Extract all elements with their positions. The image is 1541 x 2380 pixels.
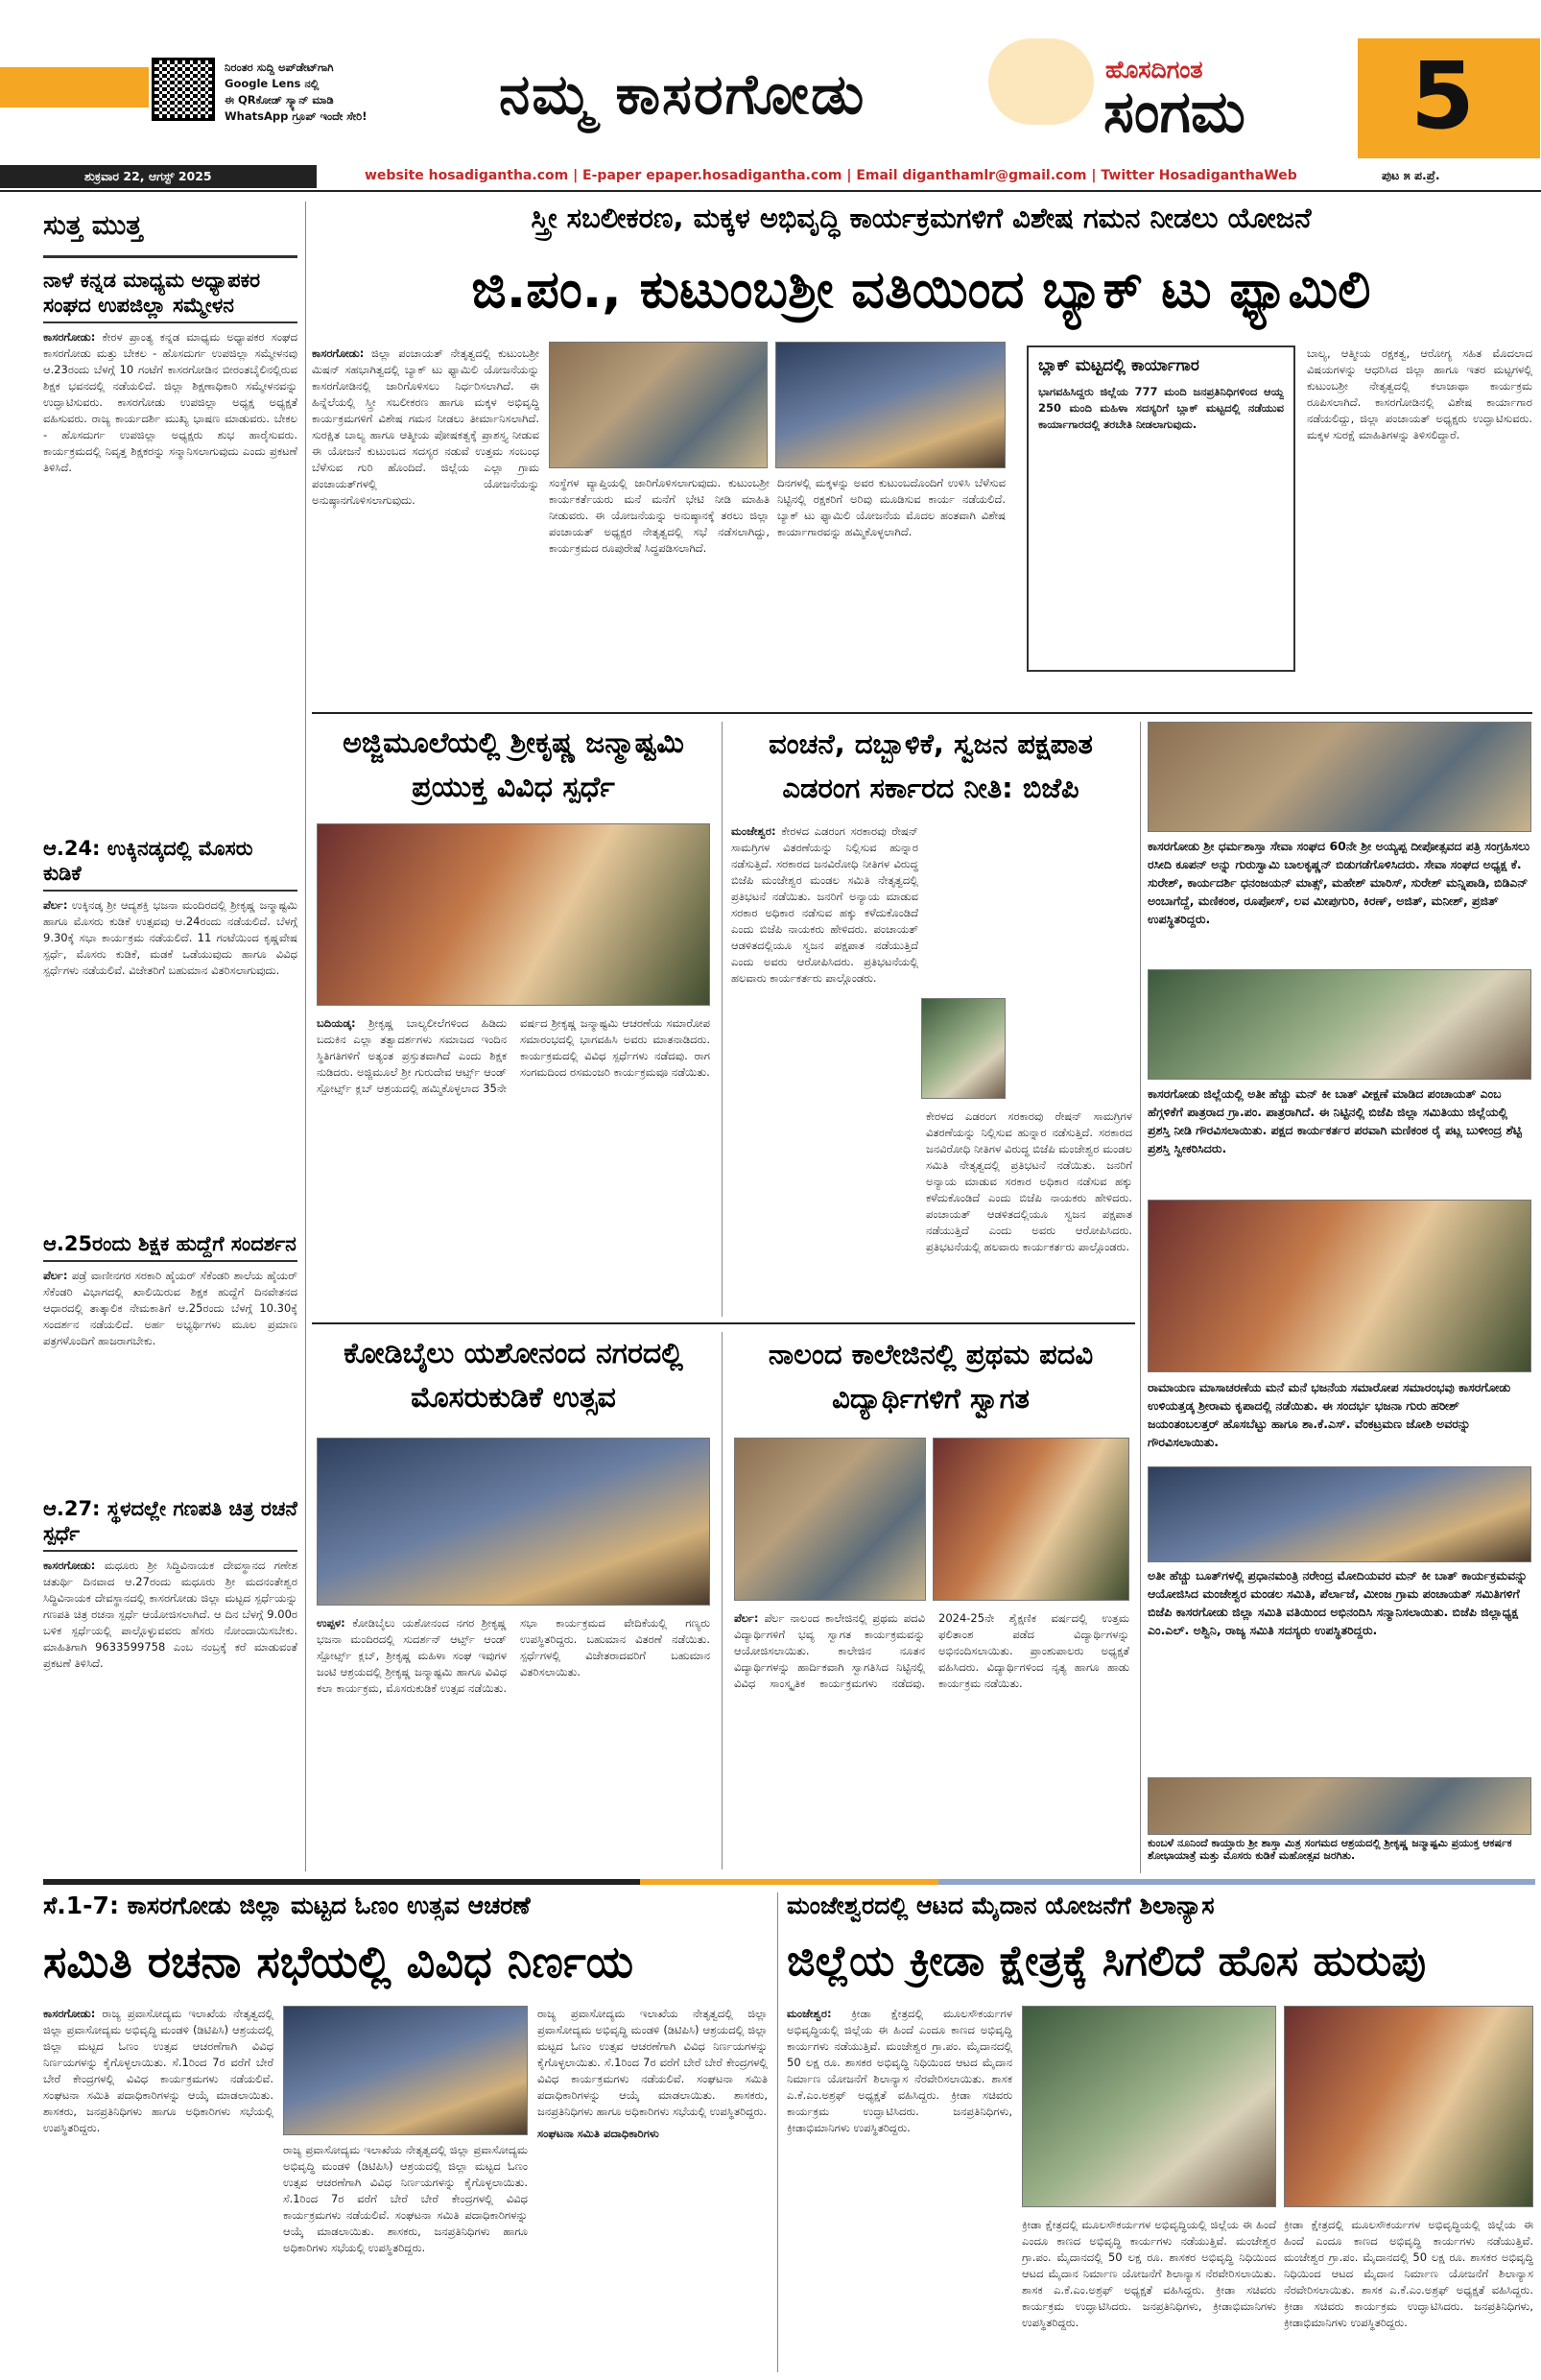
story-headline: ಅಜ್ಜಿಮೂಲೆಯಲ್ಲಿ ಶ್ರೀಕೃಷ್ಣ ಜನ್ಮಾಷ್ಟಮಿ ಪ್ರಯುಕ್ತ ವಿವಿಧ ಸ್ಪರ್ಧೆ (343, 726, 684, 804)
sidebar-item-title: ಆ.24: ಉಕ್ಕಿನಡ್ಕದಲ್ಲಿ ಮೊಸರು ಕುಡಿಕೆ (43, 836, 297, 892)
caption-photo (1148, 969, 1531, 1080)
story-headline: ನಾಲಂದ ಕಾಲೇಜಿನಲ್ಲಿ ಪ್ರಥಮ ಪದವಿ ವಿದ್ಯಾರ್ಥಿಗಳಿಗೆ ಸ್ವಾಗತ (768, 1338, 1094, 1415)
sidebar-item-body (43, 897, 297, 1224)
lead-headline: ಜಿ.ಪಂ., ಕುಟುಂಬಶ್ರೀ ವತಿಯಿಂದ ಬ್ಯಾಕ್ ಟು ಫ್ಯಾಮಿಲಿ (471, 259, 1371, 320)
story-body (734, 1610, 1129, 1869)
bottom-right-col-3: ಕ್ರೀಡಾ ಕ್ಷೇತ್ರದಲ್ಲಿ ಮೂಲಸೌಕರ್ಯಗಳ ಅಭಿವೃದ್ಧಿಯಲ್ಲಿ ಜಿಲ್ಲೆಯ ಈ ಹಿಂದೆ ಎಂದೂ ಕಾಣದ ಅಭಿವೃದ್ಧಿ ಕಾರ್ಯಗಳು ನಡೆಯುತ್ತಿವೆ. ಮಂಜೇಶ್ವರ ಗ್ರಾ.ಪಂ. ಮೈದಾನದಲ್ಲಿ 50 ಲಕ್ಷ ರೂ. ಶಾಸಕರ ಅಭಿವೃದ್ಧಿ ನಿಧಿಯಿಂದ ಆಟದ ಮೈದಾನ ನಿರ್ಮಾಣ ಯೋಜನೆಗೆ ಶಿಲಾನ್ಯಾಸ ನೆರವೇರಿಸಲಾಯಿತು. ಶಾಸಕ ಎ.ಕೆ.ಎಂ.ಅಶ್ರಫ್ ಅಧ್ಯಕ್ಷತೆ ವಹಿಸಿದ್ದರು. ಕ್ರೀಡಾ ಸಚಿವರು ಕಾರ್ಯಕ್ರಮ ಉದ್ಘಾಟಿಸಿದರು. ಜನಪ್ರತಿನಿಧಿಗಳು, ಕ್ರೀಡಾಭಿಮಾನಿಗಳು ಉಪಸ್ಥಿತರಿದ್ದರು. (1284, 2218, 1533, 2329)
brand-logo: ಹೊಸದಿಗಂತ (1105, 56, 1203, 83)
story-text-continued: ರಾಜ್ಯ ಪ್ರವಾಸೋದ್ಯಮ ಇಲಾಖೆಯ ನೇತೃತ್ವದಲ್ಲಿ ಜಿಲ್ಲಾ ಪ್ರವಾಸೋದ್ಯಮ ಅಭಿವೃದ್ಧಿ ಮಂಡಳಿ (ಡಿಟಿಪಿಸಿ) ಆಶ್ರಯದಲ್ಲಿ ಜಿಲ್ಲಾ ಮಟ್ಟದ ಓಣಂ ಉತ್ಸವ ಆಚರಣೆಗಾಗಿ ವಿವಿಧ ನಿರ್ಣಯಗಳನ್ನು ಕೈಗೊಳ್ಳಲಾಯಿತು. ಸೆ.1ರಿಂದ 7ರ ವರೆಗೆ ಬೇರೆ ಬೇರೆ ಕೇಂದ್ರಗಳಲ್ಲಿ ವಿವಿಧ ಕಾರ್ಯಕ್ರಮಗಳು ನಡೆಯಲಿವೆ. ಸಂಘಟನಾ ಸಮಿತಿ ಪದಾಧಿಕಾರಿಗಳನ್ನು ಆಯ್ಕೆ ಮಾಡಲಾಯಿತು. ಶಾಸಕರು, ಜನಪ್ರತಿನಿಧಿಗಳು ಹಾಗೂ ಅಧಿಕಾರಿಗಳು ಸಭೆಯಲ್ಲಿ ಉಪಸ್ಥಿತರಿದ್ದರು. (537, 2007, 768, 2118)
caption-photo (1148, 1200, 1531, 1372)
dateline: ಕಾಸರಗೋಡು: (43, 1559, 96, 1572)
sidebar (43, 202, 297, 1876)
bottom-left-subhead: ಸಂಘಟನಾ ಸಮಿತಿ ಪದಾಧಿಕಾರಿಗಳು (537, 2127, 659, 2140)
story-photo-felicitation (317, 1438, 710, 1606)
sidebar-item-title: ಆ.27: ಸ್ಥಳದಲ್ಲೇ ಗಣಪತಿ ಚಿತ್ರ ರಚನೆ ಸ್ಪರ್ಧೆ (43, 1496, 297, 1552)
story-photo-dance (933, 1438, 1129, 1601)
lead-photo-building (549, 342, 768, 468)
bottom-right-col-1 (787, 2006, 1012, 2370)
page-number-box (1358, 38, 1540, 158)
story-body-continued: ಕೇರಳದ ಎಡರಂಗ ಸರಕಾರವು ರೇಷನ್ ಸಾಮಗ್ರಿಗಳ ವಿತರಣೆಯನ್ನು ನಿಲ್ಲಿಸುವ ಹುನ್ನಾರ ನಡೆಸುತ್ತಿದೆ. ಸರಕಾರದ ಜನವಿರೋಧಿ ನೀತಿಗಳ ವಿರುದ್ಧ ಬಿಜೆಪಿ ಮಂಜೇಶ್ವರ ಮಂಡಲ ಸಮಿತಿ ನೇತೃತ್ವದಲ್ಲಿ ಪ್ರತಿಭಟನೆ ನಡೆಯಿತು. ಜನರಿಗೆ ಅನ್ಯಾಯ ಮಾಡುವ ಸರಕಾರ ಅಧಿಕಾರ ನಡೆಸುವ ಹಕ್ಕು ಕಳೆದುಕೊಂಡಿದೆ ಎಂದು ಬಿಜೆಪಿ ನಾಯಕರು ಹೇಳಿದರು. ಪಂಚಾಯತ್ ಆಡಳಿತದಲ್ಲಿಯೂ ಸ್ವಜನ ಪಕ್ಷಪಾತ ನಡೆಯುತ್ತಿದೆ ಎಂದು ಅವರು ಆರೋಪಿಸಿದರು. ಪ್ರತಿಭಟನೆಯಲ್ಲಿ ಹಲವಾರು ಕಾರ್ಯಕರ್ತರು ಪಾಲ್ಗೊಂಡರು. (926, 1109, 1132, 1253)
masthead-title: ನಮ್ಮ ಕಾಸರಗೋಡು (499, 61, 866, 127)
portrait-photo (921, 998, 1006, 1099)
photo-caption: ಕಾಸರಗೋಡು ಶ್ರೀ ಧರ್ಮಶಾಸ್ತಾ ಸೇವಾ ಸಂಘದ 60ನೇ ಶ್ರೀ ಅಯ್ಯಪ್ಪ ದೀಪೋತ್ಸವದ ಪತ್ರಿ ಸಂಗ್ರಹಿಸಲು ರಸೀದಿ ಕೂಪನ್ ಅನ್ನು ಗುರುಸ್ವಾಮಿ ಬಾಲಕೃಷ್ಣನ್ ಬಿಡುಗಡೆಗೊಳಿಸಿದರು. ಸೇವಾ ಸಂಘದ ಅಧ್ಯಕ್ಷ ಕೆ. ಸುರೇಶ್, ಕಾರ್ಯದರ್ಶಿ ಧನಂಜಯನ್ ಮಾತ್ಸ್, ಮಹೇಶ್ ಮಾರಿಸ್, ಸುರೇಶ್ ಮನ್ನಿಪಾಡಿ, ಬಿಡಿಎನ್ ಅಂಬಾಗೆದ್ದೆ, ಮಣಿಕಂಠ, ರೂಪೋಸ್, ಲವ ಮೀಪುಗುರಿ, ಕಿರಣ್, ಅಜಿತ್, ಮನೀಶ್, ಪ್ರಜಿತ್ ಉಪಸ್ಥಿತರಿದ್ದರು. (1148, 839, 1530, 926)
lead-col-4: ಬಾಲ್ಯ, ಆತ್ಮೀಯ ರಕ್ಷಕತ್ವ, ಆರೋಗ್ಯ ಸಹಿತ ಮೊದಲಾದ ವಿಷಯಗಳನ್ನು ಆಧರಿಸಿದ ಜಿಲ್ಲಾ ಹಾಗೂ ಇತರ ಮಟ್ಟಗಳಲ್ಲಿ ಕುಟುಂಬಶ್ರೀ ನೇತೃತ್ವದಲ್ಲಿ ಕಲಾಜಾಥಾ ಕಾರ್ಯಕ್ರಮ ರೂಪಿಸಲಾಗಿದೆ. ಕಾಸರಗೋಡಿನಲ್ಲಿ ವಿಶೇಷ ಕಾರ್ಯಾಗಾರ ನಡೆಯಲಿದ್ದು, ಜಿಲ್ಲಾ ಪಂಚಾಯತ್ ಅಧ್ಯಕ್ಷರು ಉದ್ಘಾಟಿಸುವರು. ಮಕ್ಕಳ ಸುರಕ್ಷೆ ಮಾಹಿತಿಗಳನ್ನು ತಿಳಿಸಲಿದ್ದಾರೆ. (1307, 346, 1532, 441)
bottom-left-col-1 (43, 2006, 273, 2370)
groundbreaking-photo (1022, 2006, 1276, 2207)
sidebar-item-body (43, 1558, 297, 1845)
sidebar-item-body (43, 329, 297, 828)
story-body (317, 1615, 710, 1869)
bottom-left-col-3 (537, 2006, 768, 2370)
qr-promo-text: ನಿರಂತರ ಸುದ್ದಿ ಅಪ್‌ಡೇಟ್‌ಗಾಗಿ Google Lens ನಲ್ಲಿ ಈ QRಕೋಡ್ ಸ್ಕ್ಯಾನ್ ಮಾಡಿ WhatsApp ಗ್ರೂಪ್ ಇಂದೇ ಸೇರಿ! (225, 60, 367, 123)
masthead-links[interactable]: website hosadigantha.com | E-paper epaper.hosadigantha.com | Email diganthamlr@gmail.com | Twitter HosadiganthaWeb (365, 168, 1297, 183)
story-headline: ವಂಚನೆ, ದಬ್ಬಾಳಿಕೆ, ಸ್ವಜನ ಪಕ್ಷಪಾತ ಎಡರಂಗ ಸರ್ಕಾರದ ನೀತಿ: ಬಿಜೆಪಿ (769, 727, 1093, 804)
story-text: ಪೆರ್ಲ ನಾಲಂದ ಕಾಲೇಜಿನಲ್ಲಿ ಪ್ರಥಮ ಪದವಿ ವಿದ್ಯಾರ್ಥಿಗಳಿಗೆ ಭವ್ಯ ಸ್ವಾಗತ ಕಾರ್ಯಕ್ರಮವನ್ನು ಆಯೋಜಿಸಲಾಯಿತು. ಕಾಲೇಜಿನ ನೂತನ ವಿದ್ಯಾರ್ಥಿಗಳನ್ನು ಹಾರ್ದಿಕವಾಗಿ ಸ್ವಾಗತಿಸಿದ ನಿಟ್ಟಿನಲ್ಲಿ ವಿವಿಧ ಸಾಂಸ್ಕೃತಿಕ ಕಾರ್ಯಕ್ರಮಗಳು ನಡೆದವು. 2024-25ನೇ ಶೈಕ್ಷಣಿಕ ವರ್ಷದಲ್ಲಿ ಉತ್ತಮ ಫಲಿತಾಂಶ ಪಡೆದ ವಿದ್ಯಾರ್ಥಿಗಳನ್ನು ಅಭಿನಂದಿಸಲಾಯಿತು. ಪ್ರಾಂಶುಪಾಲರು ಅಧ್ಯಕ್ಷತೆ ವಹಿಸಿದರು. ವಿದ್ಯಾರ್ಥಿಗಳಿಂದ ನೃತ್ಯ ಹಾಗೂ ಹಾಡು ಕಾರ್ಯಕ್ರಮ ನಡೆಯಿತು. (734, 1611, 1129, 1690)
story-headline: ಕೋಡಿಬೈಲು ಯಶೋನಂದ ನಗರದಲ್ಲಿ ಮೊಸರುಕುಡಿಕೆ ಉತ್ಸವ (344, 1337, 683, 1415)
bottom-right-col-2: ಕ್ರೀಡಾ ಕ್ಷೇತ್ರದಲ್ಲಿ ಮೂಲಸೌಕರ್ಯಗಳ ಅಭಿವೃದ್ಧಿಯಲ್ಲಿ ಜಿಲ್ಲೆಯ ಈ ಹಿಂದೆ ಎಂದೂ ಕಾಣದ ಅಭಿವೃದ್ಧಿ ಕಾರ್ಯಗಳು ನಡೆಯುತ್ತಿವೆ. ಮಂಜೇಶ್ವರ ಗ್ರಾ.ಪಂ. ಮೈದಾನದಲ್ಲಿ 50 ಲಕ್ಷ ರೂ. ಶಾಸಕರ ಅಭಿವೃದ್ಧಿ ನಿಧಿಯಿಂದ ಆಟದ ಮೈದಾನ ನಿರ್ಮಾಣ ಯೋಜನೆಗೆ ಶಿಲಾನ್ಯಾಸ ನೆರವೇರಿಸಲಾಯಿತು. ಶಾಸಕ ಎ.ಕೆ.ಎಂ.ಅಶ್ರಫ್ ಅಧ್ಯಕ್ಷತೆ ವಹಿಸಿದ್ದರು. ಕ್ರೀಡಾ ಸಚಿವರು ಕಾರ್ಯಕ್ರಮ ಉದ್ಘಾಟಿಸಿದರು. ಜನಪ್ರತಿನಿಧಿಗಳು, ಕ್ರೀಡಾಭಿಮಾನಿಗಳು ಉಪಸ್ಥಿತರಿದ್ದರು. (1022, 2218, 1276, 2329)
masthead (0, 0, 1541, 183)
story-text: ಕೋಡಿಬೈಲು ಯಶೋನಂದ ನಗರ ಶ್ರೀಕೃಷ್ಣ ಭಜನಾ ಮಂದಿರದಲ್ಲಿ ಸುದರ್ಶನ್ ಆರ್ಟ್ಸ್ ಆಂಡ್ ಸ್ಪೋರ್ಟ್ಸ್ ಕ್ಲಬ್, ಶ್ರೀಕೃಷ್ಣ ಮಹಿಳಾ ಸಂಘ ಇವುಗಳ ಜಂಟಿ ಆಶ್ರಯದಲ್ಲಿ ಶ್ರೀಕೃಷ್ಣ ಜನ್ಮಾಷ್ಟಮಿ ಹಾಗೂ ವಿವಿಧ ಕಲಾ ಕಾರ್ಯಕ್ರಮ, ಮೊಸರುಕುಡಿಕೆ ಉತ್ಸವ ನಡೆಯಿತು. ಸಭಾ ಕಾರ್ಯಕ್ರಮದ ವೇದಿಕೆಯಲ್ಲಿ ಗಣ್ಯರು ಉಪಸ್ಥಿತರಿದ್ದರು. ಬಹುಮಾನ ವಿತರಣೆ ನಡೆಯಿತು. ಸ್ಪರ್ಧೆಗಳಲ್ಲಿ ವಿಜೇತರಾದವರಿಗೆ ಬಹುಮಾನ ವಿತರಿಸಲಾಯಿತು. (317, 1616, 710, 1695)
dateline: ಕಾಸರಗೋಡು: (43, 2007, 96, 2020)
brand-sub: ಸಂಗಮ (1103, 79, 1245, 146)
column-divider (722, 722, 723, 1317)
page-info: ಪುಟ ೫ ಪ.ಪ್ರೆ. (1382, 168, 1440, 182)
lead-photo-meeting (775, 342, 1006, 468)
story-body (317, 1015, 710, 1308)
lead-col-2: ಸಂಸ್ಥೆಗಳ ವ್ಯಾಪ್ತಿಯಲ್ಲಿ ಜಾರಿಗೊಳಿಸಲಾಗುವುದು. ಕುಟುಂಬಶ್ರೀ ಕಾರ್ಯಕರ್ತೆಯರು ಮನೆ ಮನೆಗೆ ಭೇಟಿ ನೀಡಿ ಮಾಹಿತಿ ನೀಡುವರು. ಈ ಯೋಜನೆಯನ್ನು ಅನುಷ್ಠಾನಕ್ಕೆ ತರಲು ಜಿಲ್ಲಾ ಪಂಚಾಯತ್ ಅಧ್ಯಕ್ಷರ ನೇತೃತ್ವದಲ್ಲಿ ಸಭೆ ನಡೆಸಲಾಗಿದ್ದು, ಕಾರ್ಯಕ್ರಮದ ರೂಪುರೇಷೆ ಸಿದ್ಧಪಡಿಸಲಾಗಿದೆ. (549, 476, 770, 555)
sidebar-item-text: ಮಧೂರು ಶ್ರೀ ಸಿದ್ಧಿವಿನಾಯಕ ದೇವಸ್ಥಾನದ ಗಣೇಶ ಚತುರ್ಥಿ ದಿನವಾದ ಆ.27ರಂದು ಮಧೂರು ಶ್ರೀ ಮದನಂತೇಶ್ವರ ಸಿದ್ಧಿವಿನಾಯಕ ದೇವಸ್ಥಾನದಲ್ಲಿ ಕಾಸರಗೋಡು ಜಿಲ್ಲಾ ಮಟ್ಟದ ಸ್ಪರ್ಧೆಯನ್ನು ಗಣಪತಿ ಚಿತ್ರ ರಚನಾ ಸ್ಪರ್ಧೆ ಆಯೋಜಿಸಲಾಗಿದೆ. ಆ ದಿನ ಬೆಳಗ್ಗೆ 9.00ರ ಬಳಿಕ ಸ್ಪರ್ಧೆಯಲ್ಲಿ ಪಾಲ್ಗೊಳ್ಳುವವರು ಹೆಸರು ನೋಂದಾಯಿಸಬೇಕು. ಮಾಹಿತಿಗಾಗಿ 9633599758 ಎಂಬ ನಂಬ್ರಕ್ಕೆ ಕರೆ ಮಾಡುವಂತೆ ಪ್ರಕಟಣೆ ತಿಳಿಸಿದೆ. (43, 1559, 297, 1670)
lead-kicker: ಸ್ತ್ರೀ ಸಬಲೀಕರಣ, ಮಕ್ಕಳ ಅಭಿವೃದ್ಧಿ ಕಾರ್ಯಕ್ರಮಗಳಿಗೆ ವಿಶೇಷ ಗಮನ ನೀಡಲು ಯೋಜನೆ (531, 202, 1312, 234)
sidebar-item (43, 836, 297, 1224)
lead-col-3: ದಿನಗಳಲ್ಲಿ ಮಕ್ಕಳನ್ನು ಅವರ ಕುಟುಂಬದೊಂದಿಗೆ ಉಳಿಸಿ ಬೆಳೆಸುವ ನಿಟ್ಟಿನಲ್ಲಿ ರಕ್ಷಕರಿಗೆ ಅರಿವು ಮೂಡಿಸುವ ಕಾರ್ಯ ನಡೆಯಲಿದೆ. ಬ್ಯಾಕ್ ಟು ಫ್ಯಾಮಿಲಿ ಯೋಜನೆಯ ಮೊದಲ ಹಂತವಾಗಿ ವಿಶೇಷ ಕಾರ್ಯಾಗಾರವನ್ನು ಹಮ್ಮಿಕೊಳ್ಳಲಾಗಿದೆ. (777, 476, 1006, 538)
story-text: ಕ್ರೀಡಾ ಕ್ಷೇತ್ರದಲ್ಲಿ ಮೂಲಸೌಕರ್ಯಗಳ ಅಭಿವೃದ್ಧಿಯಲ್ಲಿ ಜಿಲ್ಲೆಯ ಈ ಹಿಂದೆ ಎಂದೂ ಕಾಣದ ಅಭಿವೃದ್ಧಿ ಕಾರ್ಯಗಳು ನಡೆಯುತ್ತಿವೆ. ಮಂಜೇಶ್ವರ ಗ್ರಾ.ಪಂ. ಮೈದಾನದಲ್ಲಿ 50 ಲಕ್ಷ ರೂ. ಶಾಸಕರ ಅಭಿವೃದ್ಧಿ ನಿಧಿಯಿಂದ ಆಟದ ಮೈದಾನ ನಿರ್ಮಾಣ ಯೋಜನೆಗೆ ಶಿಲಾನ್ಯಾಸ ನೆರವೇರಿಸಲಾಯಿತು. ಶಾಸಕ ಎ.ಕೆ.ಎಂ.ಅಶ್ರಫ್ ಅಧ್ಯಕ್ಷತೆ ವಹಿಸಿದ್ದರು. ಕ್ರೀಡಾ ಸಚಿವರು ಕಾರ್ಯಕ್ರಮ ಉದ್ಘಾಟಿಸಿದರು. ಜನಪ್ರತಿನಿಧಿಗಳು, ಕ್ರೀಡಾಭಿಮಾನಿಗಳು ಉಪಸ್ಥಿತರಿದ್ದರು. (787, 2007, 1012, 2134)
story-photo-college (734, 1438, 926, 1601)
sidebar-divider (305, 202, 306, 1871)
bottom-right-headline: ಜಿಲ್ಲೆಯ ಕ್ರೀಡಾ ಕ್ಷೇತ್ರಕ್ಕೆ ಸಿಗಲಿದೆ ಹೊಸ ಹುರುಪು (787, 1937, 1427, 1986)
meeting-photo (283, 2006, 528, 2135)
dateline: ಮಂಜೇಶ್ವರ: (787, 2007, 832, 2020)
sidebar-item-text: ಉಕ್ಕಿನಡ್ಕ ಶ್ರೀ ಆದ್ಯಶಕ್ತಿ ಭಜನಾ ಮಂದಿರದಲ್ಲಿ ಶ್ರೀಕೃಷ್ಣ ಜನ್ಮಾಷ್ಟಮಿ ಹಾಗೂ ಮೊಸರು ಕುಡಿಕೆ ಉತ್ಸವವು ಆ.24ರಂದು ನಡೆಯಲಿದೆ. ಬೆಳಗ್ಗೆ 9.30ಕ್ಕೆ ಸಭಾ ಕಾರ್ಯಕ್ರಮ ನಡೆಯಲಿದೆ. 11 ಗಂಟೆಯಿಂದ ಕೃಷ್ಣವೇಷ ಸ್ಪರ್ಧೆ, ಮೊಸರು ಕುಡಿಕೆ, ಮಡಕೆ ಒಡೆಯುವುದು ಹಾಗೂ ವಿವಿಧ ಸ್ಪರ್ಧೆಗಳು ನಡೆಯಲಿವೆ. ವಿಜೇತರಿಗೆ ಬಹುಮಾನ ವಿತರಿಸಲಾಗುವುದು. (43, 898, 297, 977)
sidebar-section-title: ಸುತ್ತ ಮುತ್ತ (43, 202, 297, 258)
lead-text: ಜಿಲ್ಲಾ ಪಂಚಾಯತ್ ನೇತೃತ್ವದಲ್ಲಿ ಕುಟುಂಬಶ್ರೀ ಮಿಷನ್ ಸಹಭಾಗಿತ್ವದಲ್ಲಿ ಬ್ಯಾಕ್ ಟು ಫ್ಯಾಮಿಲಿ ಯೋಜನೆಯನ್ನು ಕಾಸರಗೋಡಿನಲ್ಲಿ ಜಾರಿಗೊಳಿಸಲು ನಿರ್ಧರಿಸಲಾಗಿದೆ. ಈ ಹಿನ್ನೆಲೆಯಲ್ಲಿ ಸ್ತ್ರೀ ಸಬಲೀಕರಣ ಹಾಗೂ ಮಕ್ಕಳ ಅಭಿವೃದ್ಧಿ ಕಾರ್ಯಕ್ರಮಗಳಿಗೆ ವಿಶೇಷ ಗಮನ ನೀಡಲು ತೀರ್ಮಾನಿಸಲಾಗಿದೆ. ಸುರಕ್ಷಿತ ಬಾಲ್ಯ ಹಾಗೂ ಆತ್ಮೀಯ ಪೋಷಕತ್ವಕ್ಕೆ ಪ್ರಾಶಸ್ತ್ಯ ನೀಡುವ ಈ ಯೋಜನೆ ಕುಟುಂಬದ ಸದಸ್ಯರ ನಡುವೆ ಉತ್ತಮ ಸಂಬಂಧ ಬೆಳೆಸುವ ಗುರಿ ಹೊಂದಿದೆ. ಜಿಲ್ಲೆಯ ಎಲ್ಲಾ ಗ್ರಾಮ ಪಂಚಾಯತ್‌ಗಳಲ್ಲಿ ಯೋಜನೆಯನ್ನು ಅನುಷ್ಠಾನಗೊಳಿಸಲಾಗುವುದು. (312, 346, 539, 507)
sidebar-item-text: ಪಡ್ರೆ ವಾಣೀನಗರ ಸರಕಾರಿ ಹೈಯರ್ ಸೆಕೆಂಡರಿ ಶಾಲೆಯ ಹೈಯರ್ ಸೆಕೆಂಡರಿ ವಿಭಾಗದಲ್ಲಿ ಖಾಲಿಯಿರುವ ಶಿಕ್ಷಕ ಹುದ್ದೆಗೆ ದಿನವೇತನದ ಆಧಾರದಲ್ಲಿ ತಾತ್ಕಾಲಿಕ ನೇಮಕಾತಿಗೆ ಆ.25ರಂದು ಬೆಳಗ್ಗೆ 10.30ಕ್ಕೆ ಸಂದರ್ಶನ ನಡೆಯಲಿದೆ. ಅರ್ಹ ಅಭ್ಯರ್ಥಿಗಳು ಮೂಲ ಪ್ರಮಾಣ ಪತ್ರಗಳೊಂದಿಗೆ ಹಾಜರಾಗಬೇಕು. (43, 1269, 297, 1347)
sidebar-item (43, 1231, 297, 1488)
story-body (731, 823, 918, 1308)
sidebar-item (43, 268, 297, 828)
sidebar-item-body (43, 1268, 297, 1488)
caption-photo (1148, 722, 1531, 832)
column-divider (722, 1332, 723, 1869)
photo-caption: ಅತೀ ಹೆಚ್ಚು ಬೂತ್‌ಗಳಲ್ಲಿ ಪ್ರಧಾನಮಂತ್ರಿ ನರೇಂದ್ರ ಮೋದಿಯವರ ಮನ್ ಕೀ ಬಾತ್ ಕಾರ್ಯಕ್ರಮವನ್ನು ಆಯೋಜಿಸಿದ ಮಂಜೇಶ್ವರ ಮಂಡಲ ಸಮಿತಿ, ಪೆರ್ಲಾಜೆ, ಮೀಂಜ ಗ್ರಾಮ ಪಂಚಾಯತ್ ಸಮಿತಿಗಳಿಗೆ ಬಿಜೆಪಿ ಕಾಸರಗೋಡು ಜಿಲ್ಲಾ ಸಮಿತಿ ವತಿಯಿಂದ ಅಭಿನಂದಿಸಿ ಸನ್ಮಾನಿಸಲಾಯಿತು. ಬಿಜೆಪಿ ಜಿಲ್ಲಾಧ್ಯಕ್ಷ ಎಂ.ಎಲ್. ಅಶ್ವಿನಿ, ರಾಜ್ಯ ಸಮಿತಿ ಸದಸ್ಯರು ಉಪಸ್ಥಿತರಿದ್ದರು. (1148, 1568, 1528, 1637)
photo-caption: ಕಾಸರಗೋಡು ಜಿಲ್ಲೆಯಲ್ಲಿ ಅತೀ ಹೆಚ್ಚು ಮನ್ ಕೀ ಬಾತ್ ವೀಕ್ಷಣೆ ಮಾಡಿದ ಪಂಚಾಯತ್ ಎಂಬ ಹೆಗ್ಗಳಿಕೆಗೆ ಪಾತ್ರರಾದ ಗ್ರಾ.ಪಂ. ಪಾತ್ರರಾಗಿದೆ. ಈ ನಿಟ್ಟಿನಲ್ಲಿ ಬಿಜೆಪಿ ಜಿಲ್ಲಾ ಸಮಿತಿಯು ಜಿಲ್ಲೆಯಲ್ಲಿ ಪ್ರಶಸ್ತಿ ನೀಡಿ ಗೌರವಿಸಲಾಯಿತು. ಪಕ್ಷದ ಕಾರ್ಯಕರ್ತರ ಪರವಾಗಿ ಮಣಿಕಂಠ ರೈ ಪಟ್ಲ ಬುಳೀಂದ್ರ ಶೆಟ್ಟಿ ಪ್ರಶಸ್ತಿ ಸ್ವೀಕರಿಸಿದರು. (1148, 1086, 1522, 1155)
story-text: ಕೇರಳದ ಎಡರಂಗ ಸರಕಾರವು ರೇಷನ್ ಸಾಮಗ್ರಿಗಳ ವಿತರಣೆಯನ್ನು ನಿಲ್ಲಿಸುವ ಹುನ್ನಾರ ನಡೆಸುತ್ತಿದೆ. ಸರಕಾರದ ಜನವಿರೋಧಿ ನೀತಿಗಳ ವಿರುದ್ಧ ಬಿಜೆಪಿ ಮಂಜೇಶ್ವರ ಮಂಡಲ ಸಮಿತಿ ನೇತೃತ್ವದಲ್ಲಿ ಪ್ರತಿಭಟನೆ ನಡೆಯಿತು. ಜನರಿಗೆ ಅನ್ಯಾಯ ಮಾಡುವ ಸರಕಾರ ಅಧಿಕಾರ ನಡೆಸುವ ಹಕ್ಕು ಕಳೆದುಕೊಂಡಿದೆ ಎಂದು ಬಿಜೆಪಿ ನಾಯಕರು ಹೇಳಿದರು. ಪಂಚಾಯತ್ ಆಡಳಿತದಲ್ಲಿಯೂ ಸ್ವಜನ ಪಕ್ಷಪಾತ ನಡೆಯುತ್ತಿದೆ ಎಂದು ಅವರು ಆರೋಪಿಸಿದರು. ಪ್ರತಿಭಟನೆಯಲ್ಲಿ ಹಲವಾರು ಕಾರ್ಯಕರ್ತರು ಪಾಲ್ಗೊಂಡರು. (731, 824, 918, 985)
dateline: ಕಾಸರಗೋಡು: (312, 346, 365, 360)
bottom-left-col-2: ರಾಜ್ಯ ಪ್ರವಾಸೋದ್ಯಮ ಇಲಾಖೆಯ ನೇತೃತ್ವದಲ್ಲಿ ಜಿಲ್ಲಾ ಪ್ರವಾಸೋದ್ಯಮ ಅಭಿವೃದ್ಧಿ ಮಂಡಳಿ (ಡಿಟಿಪಿಸಿ) ಆಶ್ರಯದಲ್ಲಿ ಜಿಲ್ಲಾ ಮಟ್ಟದ ಓಣಂ ಉತ್ಸವ ಆಚರಣೆಗಾಗಿ ವಿವಿಧ ನಿರ್ಣಯಗಳನ್ನು ಕೈಗೊಳ್ಳಲಾಯಿತು. ಸೆ.1ರಿಂದ 7ರ ವರೆಗೆ ಬೇರೆ ಬೇರೆ ಕೇಂದ್ರಗಳಲ್ಲಿ ವಿವಿಧ ಕಾರ್ಯಕ್ರಮಗಳು ನಡೆಯಲಿವೆ. ಸಂಘಟನಾ ಸಮಿತಿ ಪದಾಧಿಕಾರಿಗಳನ್ನು ಆಯ್ಕೆ ಮಾಡಲಾಯಿತು. ಶಾಸಕರು, ಜನಪ್ರತಿನಿಧಿಗಳು ಹಾಗೂ ಅಧಿಕಾರಿಗಳು ಸಭೆಯಲ್ಲಿ ಉಪಸ್ಥಿತರಿದ್ದರು. (283, 2143, 528, 2254)
dateline: ಪೆರ್ಲ: (734, 1611, 759, 1625)
masthead-rule (0, 190, 1541, 192)
lead-col-1 (312, 345, 539, 696)
story-photo-stage (317, 823, 710, 1006)
story-text: ಶ್ರೀಕೃಷ್ಣ ಬಾಲ್ಯಲೀಲೆಗಳಿಂದ ಹಿಡಿದು ಬದುಕಿನ ಎಲ್ಲಾ ತತ್ವಾದರ್ಶಗಳು ಸಮಾಜದ ಇಂದಿನ ಸ್ಥಿತಿಗತಿಗಳಿಗೆ ಅತ್ಯಂತ ಪ್ರಸ್ತುತವಾಗಿದೆ ಎಂದು ಶಿಕ್ಷಕ ನುಡಿದರು. ಅಜ್ಜಿಮೂಲೆ ಶ್ರೀ ಗುರುದೇವ ಆರ್ಟ್ಸ್ ಆಂಡ್ ಸ್ಪೋರ್ಟ್ಸ್ ಕ್ಲಬ್ ಆಶ್ರಯದಲ್ಲಿ ಹಮ್ಮಿಕೊಳ್ಳಲಾದ 35ನೇ ವರ್ಷದ ಶ್ರೀಕೃಷ್ಣ ಜನ್ಮಾಷ್ಟಮಿ ಆಚರಣೆಯ ಸಮಾರೋಪ ಸಮಾರಂಭದಲ್ಲಿ ಭಾಗವಹಿಸಿ ಅವರು ಮಾತನಾಡಿದರು. ಕಾರ್ಯಕ್ರಮದಲ್ಲಿ ವಿವಿಧ ಸ್ಪರ್ಧೆಗಳು ನಡೆದವು. ರಾಗ ಸಂಗಮದಿಂದ ರಸಮಂಜರಿ ಕಾರ್ಯಕ್ರಮವೂ ನಡೆಯಿತು. (317, 1016, 710, 1095)
dateline: ಕಾಸರಗೋಡು: (43, 330, 96, 344)
sidebar-item-text: ಕೇರಳ ಪ್ರಾಂತ್ಯ ಕನ್ನಡ ಮಾಧ್ಯಮ ಅಧ್ಯಾಪಕರ ಸಂಘದ ಕಾಸರಗೋಡು ಮತ್ತು ಬೇಕಲ - ಹೊಸದುರ್ಗ ಉಪಜಿಲ್ಲಾ ಸಮ್ಮೇಳನವು ಆ.23ರಂದು ಬೆಳಗ್ಗೆ 10 ಗಂಟೆಗೆ ಕಾಸರಗೋಡಿನ ಬೀರಂತಬೈಲಿನಲ್ಲಿರುವ ಶಿಕ್ಷಕ ಭವನದಲ್ಲಿ ನಡೆಯಲಿದೆ. ಜಿಲ್ಲಾ ಶಿಕ್ಷಣಾಧಿಕಾರಿ ಸಮ್ಮೇಳನವನ್ನು ಉದ್ಘಾಟಿಸುವರು. ಕಾಸರಗೋಡು ಉಪಜಿಲ್ಲಾ ಅಧ್ಯಕ್ಷ ಅಧ್ಯಕ್ಷತೆ ವಹಿಸುವರು. ರಾಜ್ಯ ಕಾರ್ಯದರ್ಶಿ ಮುಖ್ಯ ಭಾಷಣ ಮಾಡುವರು. ಬೇಕಲ - ಹೊಸದುರ್ಗ ಉಪಜಿಲ್ಲಾ ಅಧ್ಯಕ್ಷರು ಶುಭ ಹಾರೈಸುವರು. ಕಾರ್ಯಕ್ರಮದಲ್ಲಿ ನಿವೃತ್ತ ಶಿಕ್ಷಕರನ್ನು ಸನ್ಮಾನಿಸಲಾಗುವುದು ಎಂದು ಪ್ರಕಟಣೆ ತಿಳಿಸಿದೆ. (43, 330, 297, 474)
bottom-left-kicker: ಸೆ.1-7: ಕಾಸರಗೋಡು ಜಿಲ್ಲಾ ಮಟ್ಟದ ಓಣಂ ಉತ್ಸವ ಆಚರಣೆ (43, 1892, 531, 1919)
boxed-text: ಭಾಗವಹಿಸಿದ್ದರು ಜಿಲ್ಲೆಯ 777 ಮಂದಿ ಜನಪ್ರತಿನಿಧಿಗಳಿಂದ ಆಯ್ದ 250 ಮಂದಿ ಮಹಿಳಾ ಸದಸ್ಯರಿಗೆ ಬ್ಲಾಕ್ ಮಟ್ಟದಲ್ಲಿ ನಡೆಯುವ ಕಾರ್ಯಾಗಾರದಲ್ಲಿ ತರಬೇತಿ ನೀಡಲಾಗುವುದು. (1038, 385, 1284, 431)
lead-bottom-rule (312, 712, 1532, 714)
dateline: ಪೆರ್ಲ: (43, 898, 68, 912)
column-divider (1140, 722, 1141, 1873)
date-bar (0, 165, 317, 188)
row-rule (312, 1322, 1135, 1324)
caption-photo (1148, 1777, 1531, 1835)
boxed-title: ಬ್ಲಾಕ್ ಮಟ್ಟದಲ್ಲಿ ಕಾರ್ಯಾಗಾರ (1038, 356, 1199, 375)
dateline: ಉಪ್ಪಳ: (317, 1616, 345, 1630)
groundbreaking-photo-2 (1284, 2006, 1533, 2207)
dateline: ಬದಿಯಡ್ಕ: (317, 1016, 356, 1030)
page-number: 5 (1411, 42, 1475, 150)
sidebar-item-title: ನಾಳೆ ಕನ್ನಡ ಮಾಧ್ಯಮ ಅಧ್ಯಾಪಕರ ಸಂಘದ ಉಪಜಿಲ್ಲಾ ಸಮ್ಮೇಳನ (43, 268, 297, 323)
issue-date: ಶುಕ್ರವಾರ 22, ಆಗಸ್ಟ್ 2025 (84, 169, 212, 183)
lead-boxed-panel (1027, 345, 1295, 672)
dateline: ಪೆರ್ಲ: (43, 1269, 68, 1282)
bottom-left-headline: ಸಮಿತಿ ರಚನಾ ಸಭೆಯಲ್ಲಿ ವಿವಿಧ ನಿರ್ಣಯ (43, 1936, 634, 1987)
caption-photo (1148, 1466, 1531, 1562)
accent-bar-left (0, 67, 149, 107)
sidebar-item (43, 1496, 297, 1845)
dateline: ಮಂಜೇಶ್ವರ: (731, 824, 776, 838)
bottom-divider (777, 1892, 778, 2372)
photo-caption: ಕುಂಬಳೆ ನೂನಿಂದೆ ಕಾಯ್ತಾರು ಶ್ರೀ ಶಾಸ್ತಾ ಮಿತ್ರ ಸಂಗಮದ ಆಶ್ರಯದಲ್ಲಿ ಶ್ರೀಕೃಷ್ಣ ಜನ್ಮಾಷ್ಟಮಿ ಪ್ರಯುಕ್ತ ಆಕರ್ಷಕ ಶೋಭಾಯಾತ್ರೆ ಮತ್ತು ಮೊಸರು ಕುಡಿಕೆ ಮಹೋತ್ಸವ ಜರಗಿತು. (1148, 1837, 1512, 1862)
bottom-right-kicker: ಮಂಜೇಶ್ವರದಲ್ಲಿ ಆಟದ ಮೈದಾನ ಯೋಜನೆಗೆ ಶಿಲಾನ್ಯಾಸ (787, 1892, 1215, 1919)
story-text: ರಾಜ್ಯ ಪ್ರವಾಸೋದ್ಯಮ ಇಲಾಖೆಯ ನೇತೃತ್ವದಲ್ಲಿ ಜಿಲ್ಲಾ ಪ್ರವಾಸೋದ್ಯಮ ಅಭಿವೃದ್ಧಿ ಮಂಡಳಿ (ಡಿಟಿಪಿಸಿ) ಆಶ್ರಯದಲ್ಲಿ ಜಿಲ್ಲಾ ಮಟ್ಟದ ಓಣಂ ಉತ್ಸವ ಆಚರಣೆಗಾಗಿ ವಿವಿಧ ನಿರ್ಣಯಗಳನ್ನು ಕೈಗೊಳ್ಳಲಾಯಿತು. ಸೆ.1ರಿಂದ 7ರ ವರೆಗೆ ಬೇರೆ ಬೇರೆ ಕೇಂದ್ರಗಳಲ್ಲಿ ವಿವಿಧ ಕಾರ್ಯಕ್ರಮಗಳು ನಡೆಯಲಿವೆ. ಸಂಘಟನಾ ಸಮಿತಿ ಪದಾಧಿಕಾರಿಗಳನ್ನು ಆಯ್ಕೆ ಮಾಡಲಾಯಿತು. ಶಾಸಕರು, ಜನಪ್ರತಿನಿಧಿಗಳು ಹಾಗೂ ಅಧಿಕಾರಿಗಳು ಸಭೆಯಲ್ಲಿ ಉಪಸ್ಥಿತರಿದ್ದರು. (43, 2007, 273, 2134)
photo-caption: ರಾಮಾಯಣ ಮಾಸಾಚರಣೆಯ ಮನೆ ಮನೆ ಭಜನೆಯ ಸಮಾರೋಪ ಸಮಾರಂಭವು ಕಾಸರಗೋಡು ಉಳಿಯತ್ತಡ್ಕ ಶ್ರೀರಾಮ ಕೃಪಾದಲ್ಲಿ ನಡೆಯಿತು. ಈ ಸಂದರ್ಭ ಭಜನಾ ಗುರು ಹರೀಶ್ ಜಯಂತಂಬಲತ್ತರ್ ಹೊಸಬೆಟ್ಟು ಹಾಗೂ ಶಾ.ಕೆ.ಎಸ್. ವೆಂಕಟ್ರಮಣ ಜೋಶಿ ಅವರನ್ನು ಗೌರವಿಸಲಾಯಿತು. (1148, 1380, 1511, 1449)
bottom-color-rule (43, 1879, 1535, 1885)
qr-code-icon[interactable] (152, 58, 215, 121)
sidebar-item-title: ಆ.25ರಂದು ಶಿಕ್ಷಕ ಹುದ್ದೆಗೆ ಸಂದರ್ಶನ (43, 1231, 297, 1262)
